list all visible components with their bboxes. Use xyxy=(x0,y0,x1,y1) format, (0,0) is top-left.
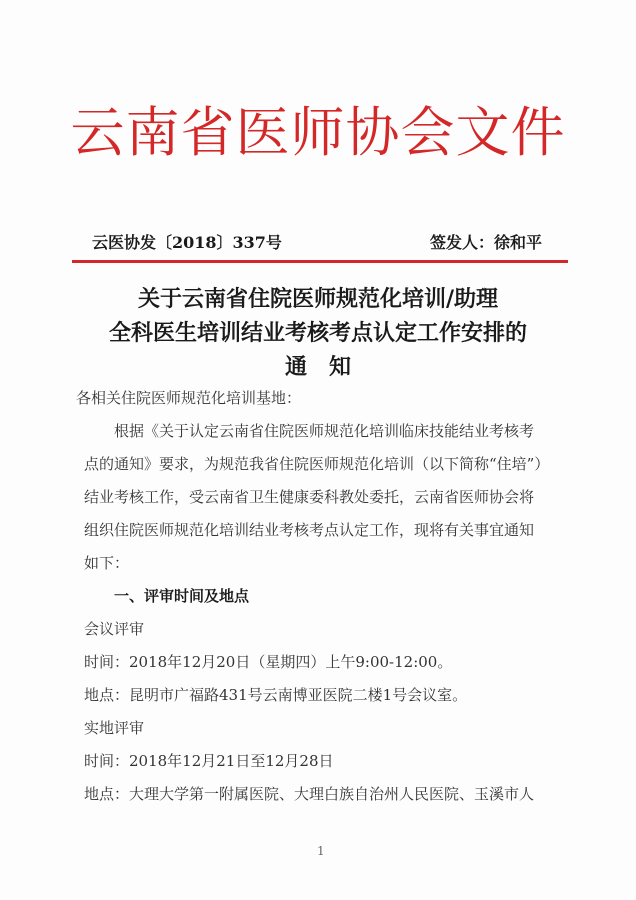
para1-line: 点的通知》要求，为规范我省住院医师规范化培训（以下简称“住培”） xyxy=(84,455,550,473)
notice-title xyxy=(0,282,636,384)
site-review-label: 实地评审 xyxy=(84,719,145,737)
red-divider-line xyxy=(72,260,568,263)
para1-line: 结业考核工作，受云南省卫生健康委科教处委托，云南省医师协会将 xyxy=(84,488,535,506)
org-masthead-title: 云南省医师协会文件 xyxy=(70,101,566,164)
meeting-time: 时间：2018年12月20日（星期四）上午9:00-12:00。 xyxy=(84,653,453,671)
para1-line: 如下： xyxy=(84,554,130,572)
document-number: 云医协发〔2018〕337号 xyxy=(92,233,282,252)
para1-line: 组织住院医师规范化培训结业考核考点认定工作，现将有关事宜通知 xyxy=(84,521,535,539)
title-line-1: 关于云南省住院医师规范化培训/助理 xyxy=(137,286,499,312)
salutation: 各相关住院医师规范化培训基地： xyxy=(76,389,302,407)
meeting-review-label: 会议评审 xyxy=(84,620,145,638)
doc-info-row xyxy=(92,230,542,254)
para1-line: 根据《关于认定云南省住院医师规范化培训临床技能结业考核考 xyxy=(114,422,535,440)
title-line-3: 通 知 xyxy=(284,354,351,380)
site-time: 时间：2018年12月21日至12月28日 xyxy=(84,752,334,770)
signer-label: 签发人：徐和平 xyxy=(429,233,542,252)
section-heading: 一、评审时间及地点 xyxy=(114,587,250,605)
site-place: 地点：大理大学第一附属医院、大理白族自治州人民医院、玉溪市人 xyxy=(84,785,535,803)
meeting-place: 地点：昆明市广福路431号云南博亚医院二楼1号会议室。 xyxy=(84,686,468,704)
page-number: 1 xyxy=(317,844,325,858)
notice-body xyxy=(76,382,564,811)
title-line-2: 全科医生培训结业考核考点认定工作安排的 xyxy=(108,320,527,346)
